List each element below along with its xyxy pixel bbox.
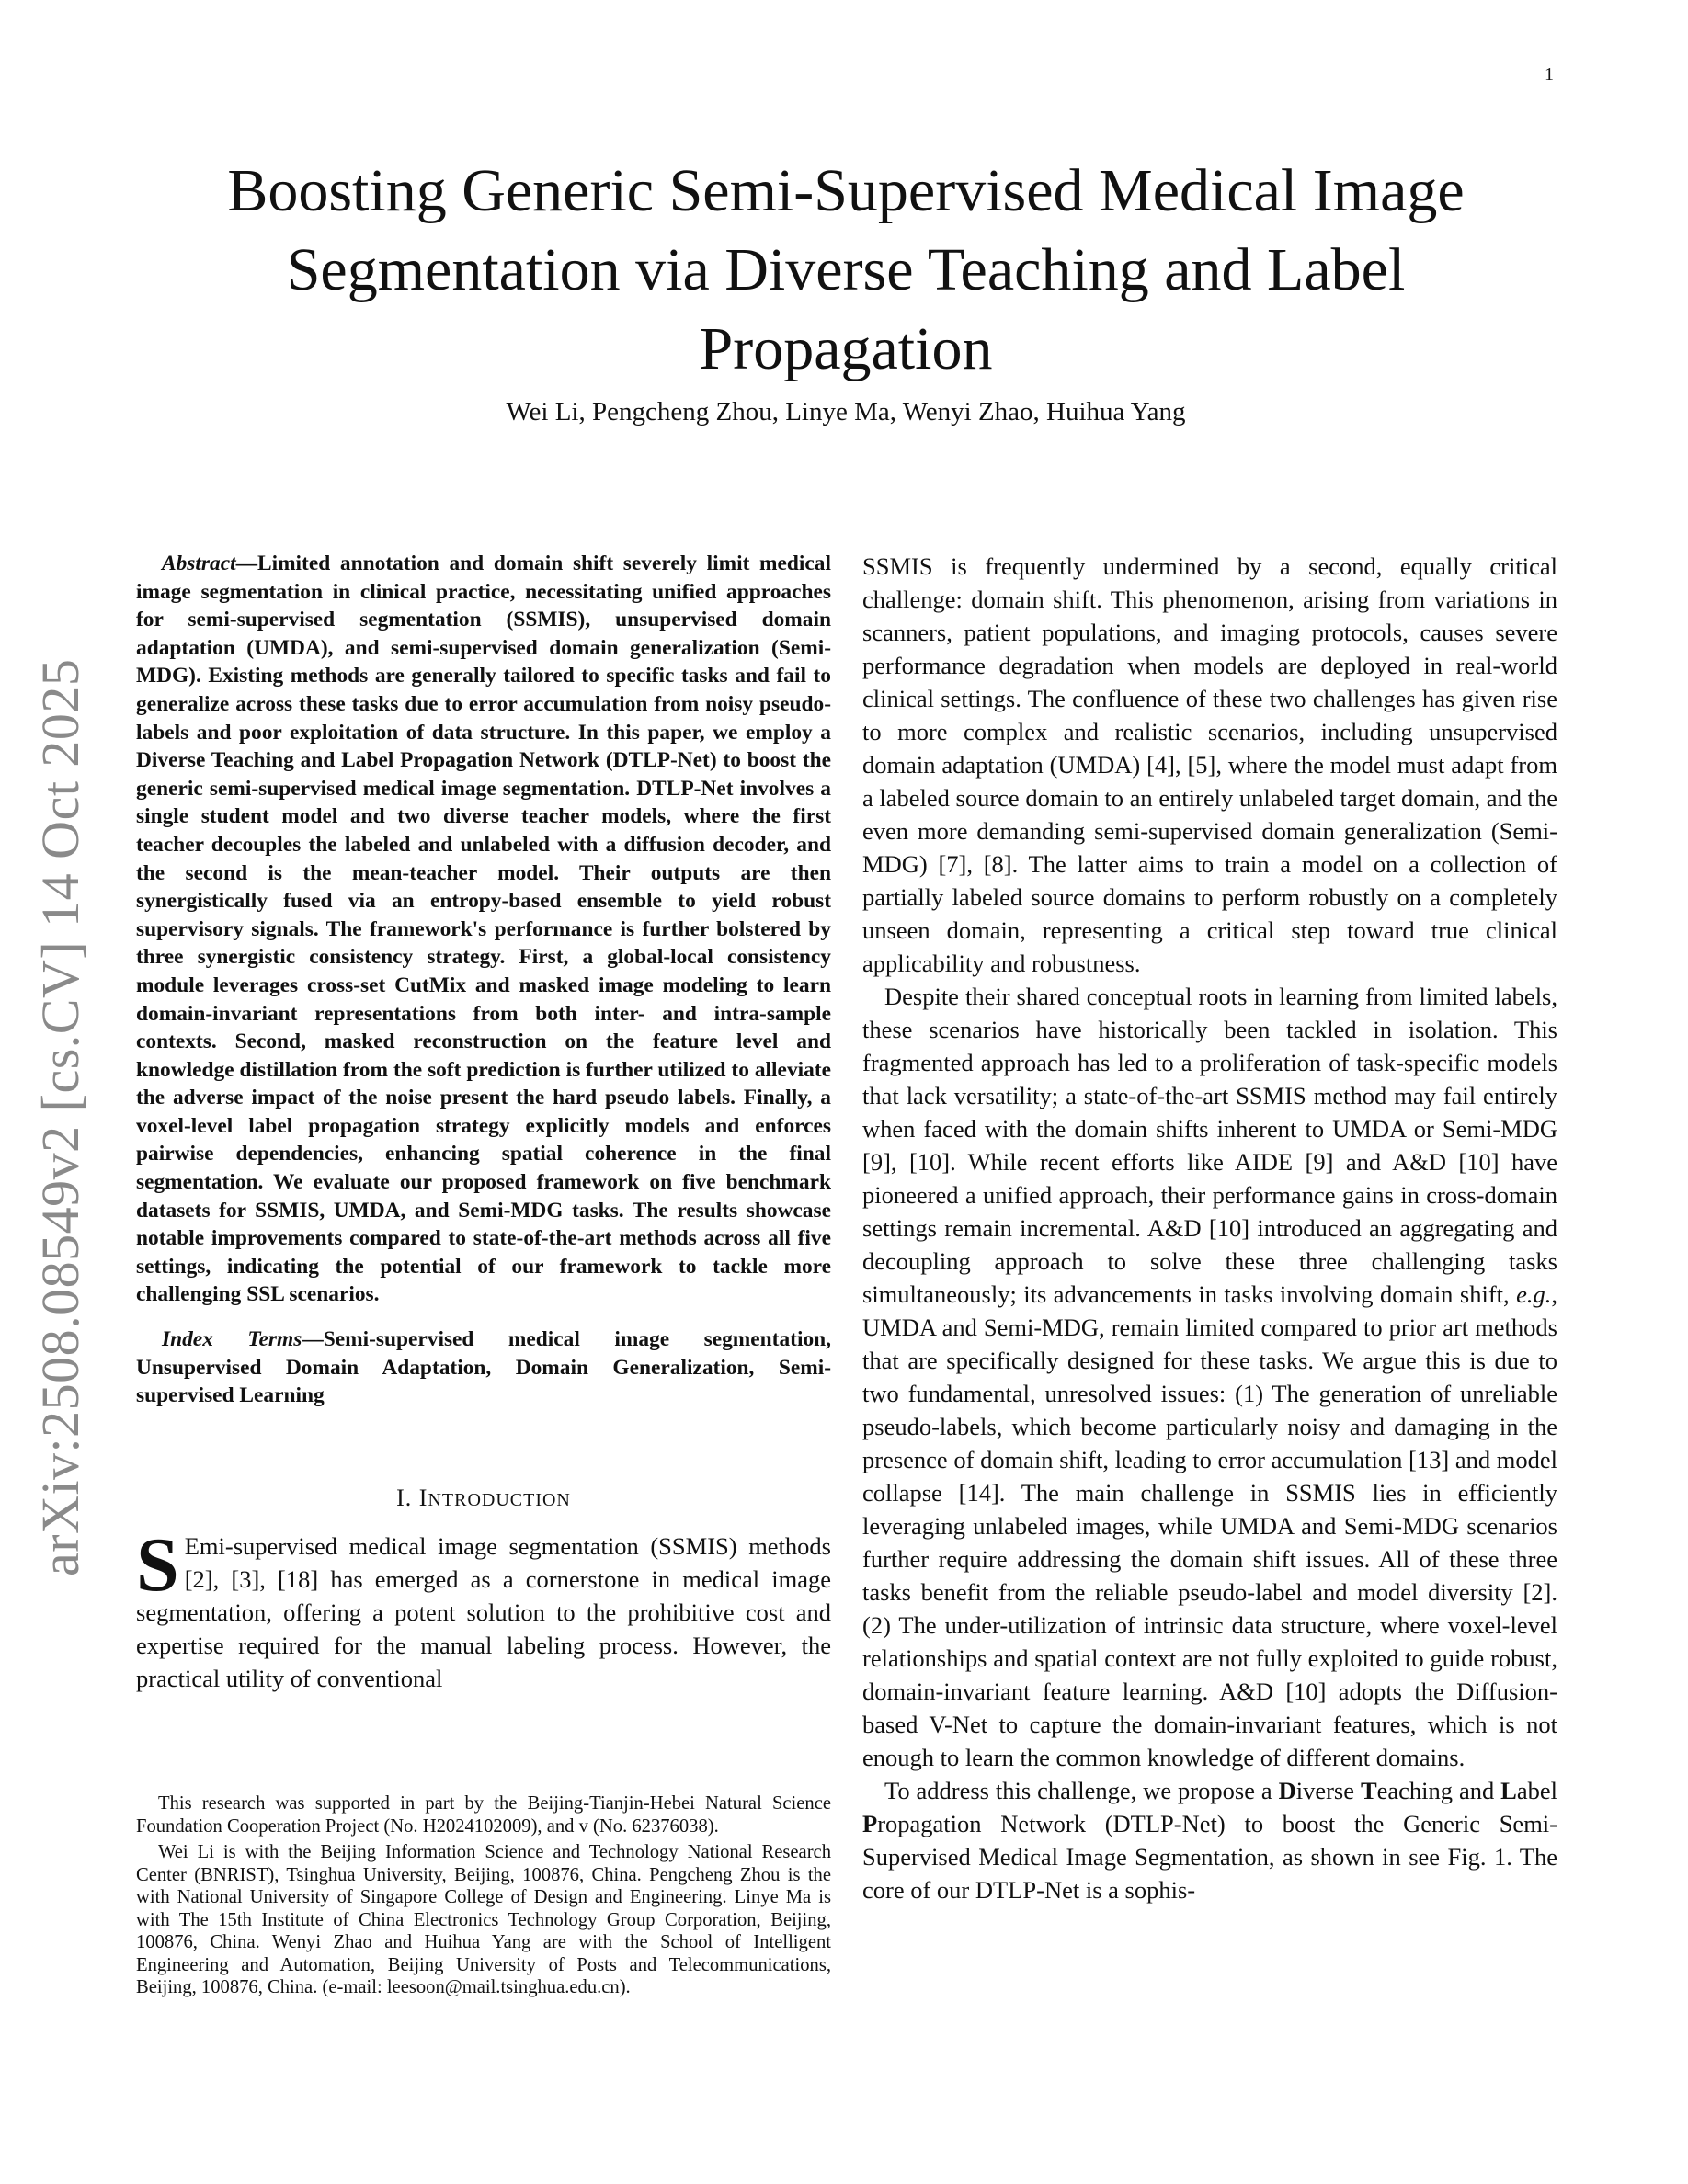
dropcap-letter: S [136, 1521, 179, 1608]
intro-paragraph-3-text-d: abel [1516, 1777, 1557, 1804]
left-column [136, 550, 831, 1695]
acronym-letter-d: D [1278, 1777, 1296, 1804]
intro-paragraph-2-text-a: Despite their shared conceptual roots in learning from limited labels, these scenarios have historically been tackled in isolation. This fragmented approach has led to a proliferation of task-specific models that lack versatility; a state-of-the-art SSMIS method may fail entirely when faced with the domain shifts inherent to UMDA or Semi-MDG [9], [10]. While recent efforts like AIDE [9] and A&D [10] have pioneered a unified approach, their performance gains in cross-domain settings remain incremental. A&D [10] introduced an aggregating and decoupling approach to solve these three challenging tasks simultaneously; its advancements in tasks involving domain shift, [862, 983, 1557, 1308]
intro-paragraph-1-continued: SSMIS is frequently undermined by a second, equally critical challenge: domain shift. This phenomenon, arising from variations in scanners, patient populations, and imaging protocols, causes severe performance degradation when models are deployed in real-world clinical settings. The confluence of these two challenges has given rise to more complex and realistic scenarios, including unsupervised domain adaptation (UMDA) [4], [5], where the model must adapt from a labeled source domain to an entirely unlabeled target domain, and the even more demanding semi-supervised domain generalization (Semi-MDG) [7], [8]. The latter aims to train a model on a collection of partially labeled source domains to perform robustly on a completely unseen domain, representing a critical step toward true clinical applicability and robustness. [862, 552, 1557, 977]
intro-paragraph-2-text-b: , UMDA and Semi-MDG, remain limited compared to prior art methods that are specifically designed for these tasks. We argue this is due to two fundamental, unresolved issues: (1) The generation of unreliable pseudo-labels, which become particularly noisy and damaging in the presence of domain shift, leading to error accumulation [13] and model collapse [14]. The main challenge in SSMIS lies in efficiently leveraging unlabeled images, while UMDA and Semi-MDG scenarios further require addressing the domain shift issues. All of these three tasks benefit from the reliable pseudo-label and model diversity [2]. (2) The under-utilization of intrinsic data structure, where voxel-level relationships and spatial context are not fully exploited to guide robust, domain-invariant feature learning. A&D [10] adopts the Diffusion-based V-Net to capture the domain-invariant features, which is not enough to learn the common knowledge of different domains. [862, 1280, 1557, 1771]
abstract-lead: Abstract [162, 552, 236, 575]
acronym-letter-t: T [1360, 1777, 1377, 1804]
section-heading-introduction [136, 1482, 831, 1517]
index-terms-text: —Semi-supervised medical image segmentation, Unsupervised Domain Adaptation, Domain Generalization, Semi-supervised Learning [136, 1327, 831, 1408]
paper-title: Boosting Generic Semi-Supervised Medical Image Segmentation via Diverse Teaching and Label Propagation [227, 157, 1465, 382]
footnote-affiliations: Wei Li is with the Beijing Information Science and Technology National Research Center (BNRIST), Tsinghua University, Beijing, 100876, China. Pengcheng Zhou is the with National University of Singapore College of Design and Engineering. Linye Ma is with The 15th Institute of China Electronics Technology Group Corporation, Beijing, 100876, China. Wenyi Zhao and Huihua Yang are with the School of Intelligent Engineering and Automation, Beijing University of Posts and Telecommunications, Beijing, 100876, China. (e-mail: leesoon@mail.tsinghua.edu.cn). [136, 1842, 831, 1997]
section-heading-name: NTRODUCTION [428, 1489, 571, 1510]
abstract-text: —Limited annotation and domain shift severely limit medical image segmentation in clinical practice, necessitating unified approaches for semi-supervised segmentation (SSMIS), unsupervised domain adaptation (UMDA), and semi-supervised domain generalization (Semi-MDG). Existing methods are generally tailored to specific tasks and fail to generalize across these tasks due to error accumulation from noisy pseudo-labels and poor exploitation of data structure. In this paper, we employ a Diverse Teaching and Label Propagation Network (DTLP-Net) to boost the generic semi-supervised medical image segmentation. DTLP-Net involves a single student model and two diverse teacher models, where the first teacher decouples the labeled and unlabeled with a diffusion decoder, and the second is the mean-teacher model. Their outputs are then synergistically fused via an entropy-based ensemble to yield robust supervisory signals. The framework's performance is further bolstered by three synergistic consistency strategy. First, a global-local consistency module leverages cross-set CutMix and masked image modeling to learn domain-invariant representations from both inter- and intra-sample contexts. Second, masked reconstruction on the feature level and knowledge distillation from the soft prediction is further utilized to alleviate the adverse impact of the noise present the hard pseudo labels. Finally, a voxel-level label propagation strategy explicitly models and enforces pairwise dependencies, enhancing spatial coherence in the final segmentation. We evaluate our proposed framework on five benchmark datasets for SSMIS, UMDA, and Semi-MDG tasks. The results showcase notable improvements compared to state-of-the-art methods across all five settings, indicating the potential of our framework to tackle more challenging SSL scenarios. [136, 552, 831, 1307]
footnote-funding: This research was supported in part by the Beijing-Tianjin-Hebei Natural Science Foundation Cooperation Project (No. H2024102009), and v (No. 62376038). [136, 1793, 831, 1837]
index-terms [136, 1325, 831, 1410]
page-number: 1 [1545, 64, 1554, 85]
intro-paragraph-3-text-e: ropagation Network (DTLP-Net) to boost the Generic Semi-Supervised Medical Image Segmentation, as shown in see Fig. 1. The core of our DTLP-Net is a sophis- [862, 1810, 1557, 1904]
intro-paragraph-3-text-a: To address this challenge, we propose a [884, 1777, 1279, 1804]
right-column [862, 550, 1557, 1906]
arxiv-side-stamp: arXiv:2508.08549v2 [cs.CV] 14 Oct 2025 [30, 658, 90, 1576]
intro-paragraph-1 [136, 1521, 831, 1695]
acronym-letter-p: P [862, 1810, 878, 1837]
section-heading-numeral: I. I [396, 1484, 428, 1511]
intro-paragraph-3 [862, 1774, 1557, 1906]
index-terms-lead: Index Terms [162, 1327, 302, 1352]
intro-paragraph-3-text-b: iverse [1295, 1777, 1361, 1804]
acronym-letter-l: L [1500, 1777, 1517, 1804]
author-list: Wei Li, Pengcheng Zhou, Linye Ma, Wenyi Zhao, Huihua Yang [506, 397, 1186, 427]
intro-paragraph-2-eg: e.g. [1516, 1280, 1552, 1308]
intro-paragraph-2 [862, 980, 1557, 1774]
intro-paragraph-3-text-c: eaching and [1376, 1777, 1501, 1804]
abstract [136, 550, 831, 1309]
intro-paragraph-1-text: Emi-supervised medical image segmentation (SSMIS) methods [2], [3], [18] has emerged as a cornerstone in medical image segmentation, offering a potent solution to the prohibitive cost and expertise required for the manual labeling process. However, the practical utility of conventional [136, 1531, 831, 1692]
footnotes [136, 1792, 831, 1999]
